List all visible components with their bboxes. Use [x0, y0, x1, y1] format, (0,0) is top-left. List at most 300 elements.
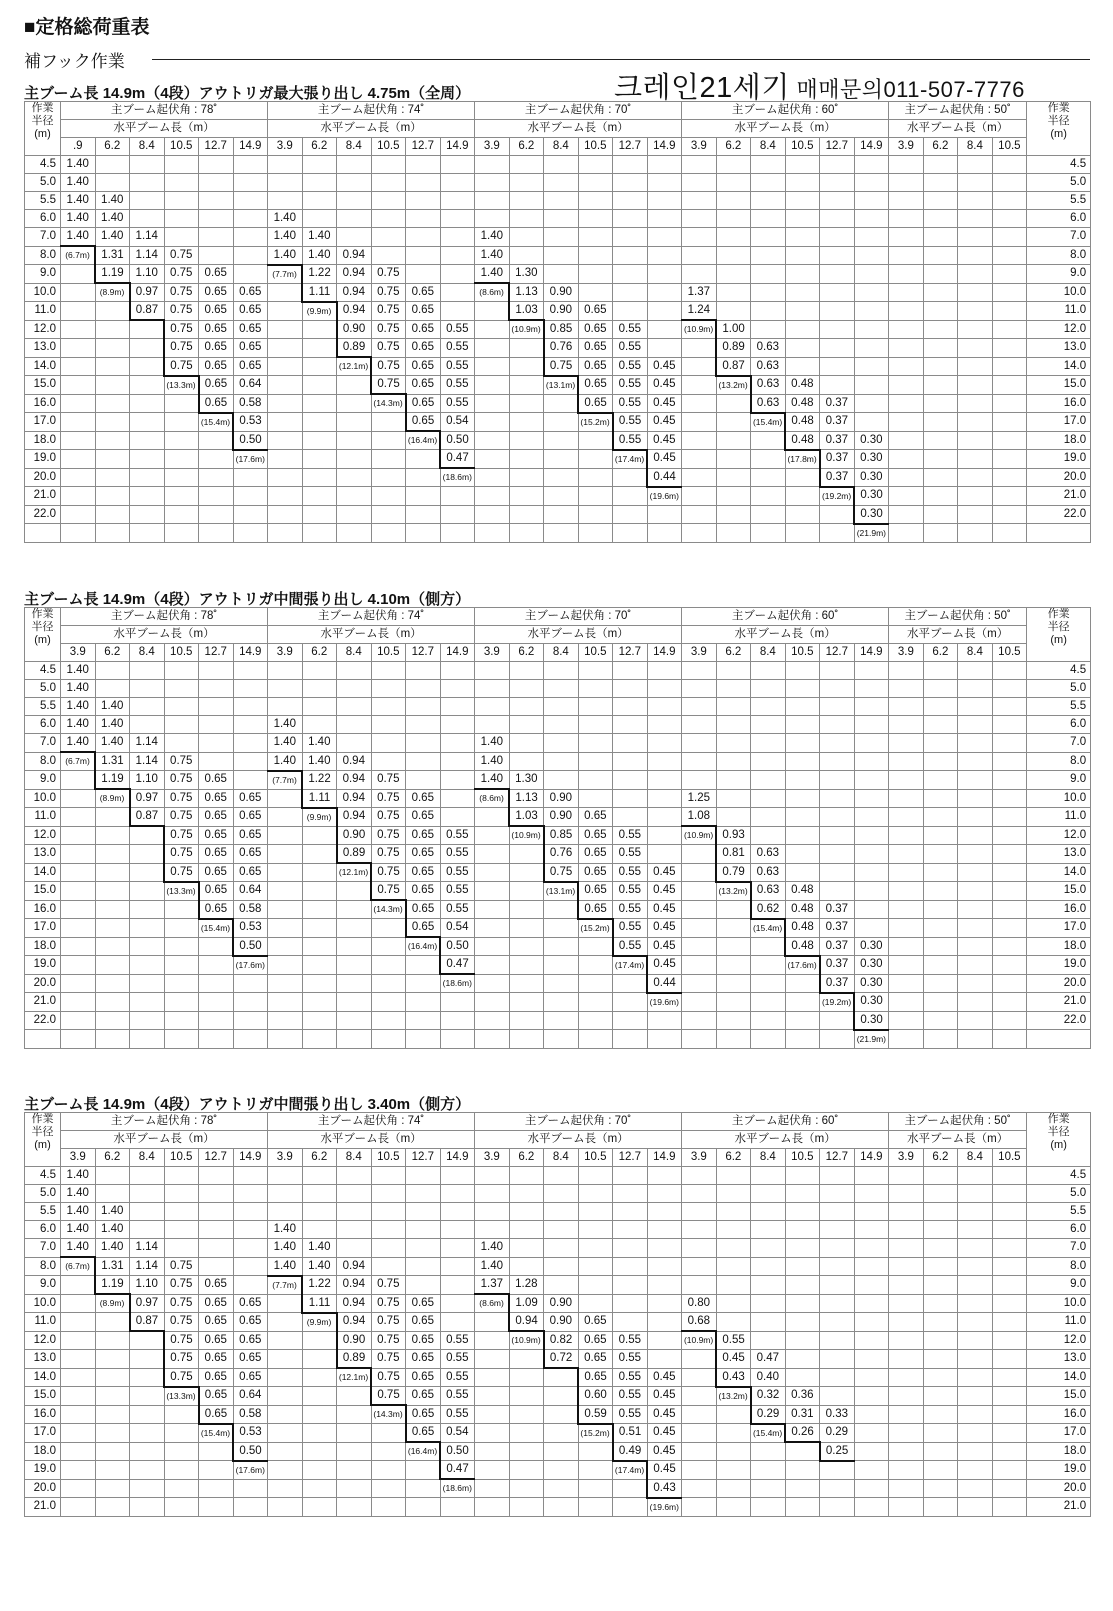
rated-load-cell — [578, 937, 613, 956]
rated-load-cell — [95, 863, 130, 882]
working-radius: 11.0 — [1027, 1313, 1091, 1332]
rated-load-cell — [61, 1461, 96, 1480]
rated-load-cell — [613, 1221, 648, 1239]
working-radius: 20.0 — [1027, 468, 1091, 487]
rated-load-cell — [509, 662, 544, 680]
boom-angle-header: 主ブーム起伏角 : 70˚ — [475, 1113, 682, 1131]
rated-load-cell: 0.65 — [199, 1350, 234, 1369]
rated-load-cell: 0.65 — [199, 1368, 234, 1387]
rated-load-cell — [268, 662, 303, 680]
rated-load-cell — [337, 431, 372, 450]
rated-load-cell — [199, 698, 234, 716]
rated-load-cell — [337, 919, 372, 938]
boom-length-value: 8.4 — [337, 1149, 372, 1167]
rated-load-cell — [337, 1239, 372, 1258]
rated-load-cell — [233, 1203, 268, 1221]
rated-load-cell: (17.6m) — [233, 450, 268, 469]
rated-load-cell — [613, 487, 648, 506]
rated-load-cell: 0.75 — [164, 1276, 199, 1295]
rated-load-cell — [854, 1405, 889, 1424]
table-row — [25, 1221, 1091, 1239]
rated-load-cell: 0.37 — [820, 413, 855, 432]
rated-load-cell: 1.40 — [475, 228, 510, 247]
working-radius: 15.0 — [1027, 882, 1091, 901]
boom-length-value: 12.7 — [199, 644, 234, 662]
rated-load-cell — [923, 808, 958, 827]
rated-load-cell — [578, 956, 613, 975]
rated-load-cell: 1.40 — [302, 246, 337, 265]
rated-load-cell — [233, 1221, 268, 1239]
rated-load-cell — [95, 450, 130, 469]
rated-load-cell: 0.37 — [820, 956, 855, 975]
boom-length-value: 12.7 — [820, 1149, 855, 1167]
boom-length-value: 3.9 — [682, 138, 717, 156]
rated-load-cell: 0.75 — [371, 771, 406, 790]
rated-load-cell: 0.25 — [820, 1442, 855, 1461]
rated-load-cell — [371, 1203, 406, 1221]
working-radius: 5.0 — [1027, 174, 1091, 192]
rated-load-cell — [854, 210, 889, 228]
rated-load-cell — [199, 1185, 234, 1203]
table-row — [25, 1498, 1091, 1517]
rated-load-cell — [130, 1405, 165, 1424]
rated-load-cell: 1.40 — [61, 156, 96, 174]
rated-load-cell — [337, 450, 372, 469]
rated-load-cell: 0.45 — [647, 956, 682, 975]
boom-length-value: 14.9 — [440, 1149, 475, 1167]
rated-load-cell: 0.55 — [440, 376, 475, 395]
rated-load-cell — [371, 993, 406, 1012]
rated-load-cell: 0.65 — [406, 1313, 441, 1332]
working-radius: 4.5 — [25, 662, 61, 680]
rated-load-cell — [337, 192, 372, 210]
rated-load-cell — [164, 1239, 199, 1258]
rated-load-cell: 0.55 — [613, 937, 648, 956]
rated-load-cell — [371, 752, 406, 771]
rated-load-cell: (14.3m) — [371, 900, 406, 919]
rated-load-cell — [647, 1276, 682, 1295]
rated-load-cell — [578, 1479, 613, 1498]
working-radius: 8.0 — [25, 246, 61, 265]
rated-load-cell — [889, 1239, 924, 1258]
rated-load-cell: 0.75 — [371, 808, 406, 827]
rated-load-cell — [164, 192, 199, 210]
rated-load-cell: (19.6m) — [647, 993, 682, 1012]
header-row-angles — [25, 102, 1091, 120]
rated-load-cell — [820, 1331, 855, 1350]
rated-load-cell — [475, 1368, 510, 1387]
rated-load-cell — [751, 1276, 786, 1295]
rated-load-cell — [923, 302, 958, 321]
rated-load-cell — [509, 174, 544, 192]
rated-load-cell — [130, 956, 165, 975]
rated-load-cell — [958, 937, 993, 956]
rated-load-cell — [371, 1498, 406, 1517]
rated-load-cell — [268, 900, 303, 919]
working-radius: 10.0 — [1027, 283, 1091, 302]
rated-load-cell: 1.37 — [682, 283, 717, 302]
rated-load-cell — [164, 1011, 199, 1030]
rated-load-cell — [785, 993, 820, 1012]
rated-load-cell: 0.55 — [440, 900, 475, 919]
working-radius: 9.0 — [1027, 1276, 1091, 1295]
rated-load-cell — [268, 1331, 303, 1350]
rated-load-cell — [889, 524, 924, 543]
rated-load-cell — [647, 210, 682, 228]
rated-load-cell: 0.37 — [820, 394, 855, 413]
rated-load-cell — [371, 228, 406, 247]
rated-load-cell — [371, 1167, 406, 1185]
rated-load-cell: 0.89 — [716, 339, 751, 358]
rated-load-cell — [613, 265, 648, 284]
rated-load-cell — [130, 1424, 165, 1443]
rated-load-cell — [475, 339, 510, 358]
rated-load-cell — [233, 174, 268, 192]
rated-load-cell — [992, 339, 1027, 358]
rated-load-cell — [923, 1387, 958, 1406]
rated-load-cell: 1.40 — [268, 716, 303, 734]
rated-load-cell — [958, 339, 993, 358]
working-radius: 9.0 — [25, 771, 61, 790]
rated-load-cell — [164, 1424, 199, 1443]
rated-load-cell: 0.75 — [371, 357, 406, 376]
rated-load-cell — [682, 1461, 717, 1480]
rated-load-cell — [716, 210, 751, 228]
rated-load-cell — [785, 1221, 820, 1239]
rated-load-cell — [95, 431, 130, 450]
rated-load-cell — [992, 1387, 1027, 1406]
rated-load-cell: 0.54 — [440, 1424, 475, 1443]
rated-load-cell — [440, 487, 475, 506]
rated-load-cell: 1.10 — [130, 771, 165, 790]
rated-load-cell — [751, 1331, 786, 1350]
rated-load-cell — [371, 156, 406, 174]
working-radius: 4.5 — [1027, 156, 1091, 174]
rated-load-cell — [95, 956, 130, 975]
rated-load-cell: 0.37 — [820, 937, 855, 956]
rated-load-cell — [440, 1313, 475, 1332]
rated-load-cell — [889, 320, 924, 339]
rated-load-cell — [544, 265, 579, 284]
rated-load-cell — [302, 1498, 337, 1517]
rated-load-cell — [164, 662, 199, 680]
rated-load-cell — [647, 283, 682, 302]
rated-load-cell — [164, 1461, 199, 1480]
rated-load-cell — [820, 698, 855, 716]
rated-load-cell — [578, 1276, 613, 1295]
rated-load-cell: 0.75 — [371, 265, 406, 284]
rated-load-cell — [61, 1011, 96, 1030]
working-radius: 7.0 — [25, 734, 61, 753]
rated-load-cell — [992, 845, 1027, 864]
rated-load-cell — [785, 974, 820, 993]
boom-length-value: 10.5 — [785, 644, 820, 662]
rated-load-cell — [475, 993, 510, 1012]
rated-load-cell — [544, 1239, 579, 1258]
rated-load-cell — [509, 1479, 544, 1498]
rated-load-cell — [475, 1424, 510, 1443]
rated-load-cell — [268, 413, 303, 432]
rated-load-cell — [889, 450, 924, 469]
rated-load-cell — [889, 394, 924, 413]
rated-load-cell — [992, 752, 1027, 771]
rated-load-cell: 0.45 — [647, 863, 682, 882]
rated-load-cell — [302, 826, 337, 845]
rated-load-cell — [923, 1350, 958, 1369]
rated-load-cell: 0.76 — [544, 339, 579, 358]
rated-load-cell: 0.58 — [233, 1405, 268, 1424]
rated-load-cell — [95, 339, 130, 358]
rated-load-cell — [199, 752, 234, 771]
rated-load-cell — [130, 210, 165, 228]
boom-length-value: 8.4 — [544, 1149, 579, 1167]
rated-load-cell: 0.65 — [199, 357, 234, 376]
working-radius: 19.0 — [1027, 450, 1091, 469]
working-radius: 11.0 — [25, 808, 61, 827]
rated-load-cell — [95, 937, 130, 956]
rated-load-cell — [820, 1011, 855, 1030]
rated-load-cell — [820, 357, 855, 376]
rated-load-cell — [302, 468, 337, 487]
rated-load-cell — [509, 734, 544, 753]
rated-load-cell: (18.6m) — [440, 974, 475, 993]
rated-load-cell: 0.65 — [578, 357, 613, 376]
rated-load-cell — [302, 1461, 337, 1480]
rated-load-cell — [371, 919, 406, 938]
rated-load-cell — [889, 505, 924, 524]
rated-load-cell — [716, 1221, 751, 1239]
rated-load-cell — [820, 1368, 855, 1387]
boom-length-value: 3.9 — [475, 644, 510, 662]
rated-load-cell — [854, 1203, 889, 1221]
rated-load-cell — [440, 174, 475, 192]
rated-load-cell — [61, 863, 96, 882]
rated-load-cell — [268, 1405, 303, 1424]
rated-load-cell — [268, 450, 303, 469]
rated-load-cell — [130, 1221, 165, 1239]
rated-load-cell — [716, 156, 751, 174]
working-radius: 15.0 — [1027, 1387, 1091, 1406]
rated-load-cell — [544, 1185, 579, 1203]
rated-load-cell — [716, 716, 751, 734]
rated-load-cell — [509, 1185, 544, 1203]
rated-load-cell — [992, 357, 1027, 376]
rated-load-cell — [509, 468, 544, 487]
rated-load-cell: 0.75 — [371, 1387, 406, 1406]
rated-load-cell — [682, 376, 717, 395]
rated-load-cell: 0.45 — [647, 919, 682, 938]
rated-load-cell — [785, 302, 820, 321]
rated-load-cell — [889, 228, 924, 247]
rated-load-cell — [337, 1442, 372, 1461]
rated-load-cell — [958, 1185, 993, 1203]
rated-load-cell — [785, 789, 820, 808]
section-title-3: 主ブーム長 14.9m（4段）アウトリガ中間張り出し 3.40m（側方） — [24, 1096, 471, 1113]
rated-load-cell: (13.3m) — [164, 882, 199, 901]
rated-load-cell: 1.08 — [682, 808, 717, 827]
working-radius: 10.0 — [25, 1294, 61, 1313]
rated-load-cell — [889, 1011, 924, 1030]
rated-load-cell — [509, 919, 544, 938]
rated-load-cell: (12.1m) — [337, 863, 372, 882]
rated-load-cell — [613, 246, 648, 265]
rated-load-cell — [854, 192, 889, 210]
rated-load-cell — [613, 789, 648, 808]
rated-load-cell: 0.75 — [371, 302, 406, 321]
rated-load-cell — [475, 900, 510, 919]
rated-load-cell — [164, 1442, 199, 1461]
rated-load-cell — [95, 919, 130, 938]
rated-load-cell — [682, 734, 717, 753]
rated-load-cell — [578, 265, 613, 284]
table-row — [25, 174, 1091, 192]
rated-load-cell: (8.9m) — [95, 1294, 130, 1313]
rated-load-cell — [164, 1167, 199, 1185]
rated-load-cell — [302, 1203, 337, 1221]
rated-load-cell: 0.29 — [751, 1405, 786, 1424]
working-radius: 5.5 — [25, 1203, 61, 1221]
rated-load-cell — [371, 1461, 406, 1480]
rated-load-cell — [785, 698, 820, 716]
header-row-angles — [25, 608, 1091, 626]
rated-load-cell — [716, 302, 751, 321]
rated-load-cell — [682, 974, 717, 993]
rated-load-cell: 0.65 — [406, 1294, 441, 1313]
rated-load-cell — [682, 863, 717, 882]
rated-load-cell — [268, 1442, 303, 1461]
rated-load-cell — [751, 716, 786, 734]
rated-load-cell: 0.30 — [854, 468, 889, 487]
rated-load-cell — [751, 210, 786, 228]
rated-load-cell — [889, 919, 924, 938]
rated-load-cell — [268, 1167, 303, 1185]
rated-load-cell — [475, 1011, 510, 1030]
rated-load-cell: (10.9m) — [509, 1331, 544, 1350]
rated-load-cell: 0.75 — [164, 1331, 199, 1350]
rated-load-cell — [61, 993, 96, 1012]
rated-load-cell — [406, 1011, 441, 1030]
rated-load-cell: 0.45 — [647, 431, 682, 450]
table-row — [25, 394, 1091, 413]
rated-load-cell — [716, 1167, 751, 1185]
rated-load-cell: 0.65 — [406, 413, 441, 432]
rated-load-cell — [785, 1368, 820, 1387]
rated-load-cell — [854, 320, 889, 339]
rated-load-cell — [854, 394, 889, 413]
rated-load-cell — [923, 413, 958, 432]
rated-load-cell — [475, 974, 510, 993]
rated-load-cell — [923, 882, 958, 901]
rated-load-cell — [682, 156, 717, 174]
rated-load-cell: 0.94 — [337, 1313, 372, 1332]
rated-load-cell — [992, 1276, 1027, 1295]
rated-load-cell: 0.75 — [371, 376, 406, 395]
rated-load-cell — [509, 1424, 544, 1443]
rated-load-cell: 0.87 — [130, 1313, 165, 1332]
rated-load-cell — [716, 698, 751, 716]
boom-length-value: 10.5 — [578, 1149, 613, 1167]
rated-load-cell — [544, 680, 579, 698]
rated-load-cell — [820, 1479, 855, 1498]
rated-load-cell — [199, 1479, 234, 1498]
rated-load-cell — [337, 1185, 372, 1203]
rated-load-cell — [785, 1030, 820, 1049]
rated-load-cell — [647, 662, 682, 680]
rated-load-cell — [544, 431, 579, 450]
header-row-boom-length — [25, 120, 1091, 138]
rated-load-cell — [854, 1221, 889, 1239]
rated-load-cell — [751, 752, 786, 771]
rated-load-cell: 0.75 — [371, 1368, 406, 1387]
rated-load-cell: 1.40 — [268, 246, 303, 265]
rated-load-cell: 0.63 — [751, 376, 786, 395]
rated-load-cell — [440, 808, 475, 827]
rated-load-cell — [406, 1479, 441, 1498]
rated-load-cell — [233, 487, 268, 506]
rated-load-cell — [544, 246, 579, 265]
rated-load-cell — [854, 900, 889, 919]
rated-load-cell — [820, 1498, 855, 1517]
rated-load-cell — [371, 1030, 406, 1049]
rated-load-cell — [785, 339, 820, 358]
rated-load-cell: 0.44 — [647, 974, 682, 993]
rated-load-cell: 0.94 — [337, 808, 372, 827]
rated-load-cell — [854, 1424, 889, 1443]
rated-load-cell — [647, 1350, 682, 1369]
rated-load-cell: 0.30 — [854, 974, 889, 993]
rated-load-cell — [371, 1011, 406, 1030]
rated-load-cell — [716, 1313, 751, 1332]
rated-load-cell — [544, 1442, 579, 1461]
rated-load-cell — [268, 283, 303, 302]
rated-load-cell — [544, 156, 579, 174]
rated-load-cell — [509, 339, 544, 358]
rated-load-cell — [61, 1294, 96, 1313]
rated-load-cell — [992, 789, 1027, 808]
rated-load-cell: 1.28 — [509, 1276, 544, 1295]
boom-length-value: 8.4 — [544, 138, 579, 156]
table-row — [25, 882, 1091, 901]
working-radius: 15.0 — [25, 1387, 61, 1406]
rated-load-cell — [613, 752, 648, 771]
rated-load-cell — [716, 1257, 751, 1276]
rated-load-cell — [337, 1424, 372, 1443]
rated-load-cell — [992, 1203, 1027, 1221]
rated-load-cell — [233, 1257, 268, 1276]
rated-load-cell: 0.85 — [544, 320, 579, 339]
rated-load-cell — [854, 1313, 889, 1332]
rated-load-cell — [751, 468, 786, 487]
table-row — [25, 1479, 1091, 1498]
rated-load-cell — [130, 716, 165, 734]
rated-load-cell — [475, 505, 510, 524]
rated-load-cell — [199, 210, 234, 228]
rated-load-cell: 0.65 — [406, 1350, 441, 1369]
rated-load-cell — [95, 1185, 130, 1203]
rated-load-cell — [992, 431, 1027, 450]
rated-load-cell: 0.89 — [337, 845, 372, 864]
rated-load-cell — [992, 174, 1027, 192]
boom-length-value: 12.7 — [199, 138, 234, 156]
rated-load-cell — [95, 1405, 130, 1424]
working-radius: 21.0 — [1027, 487, 1091, 506]
rated-load-cell — [716, 789, 751, 808]
rated-load-cell — [371, 505, 406, 524]
rated-load-cell — [820, 1257, 855, 1276]
rated-load-cell — [164, 1405, 199, 1424]
rated-load-cell — [475, 1405, 510, 1424]
rated-load-cell: 0.65 — [233, 1331, 268, 1350]
